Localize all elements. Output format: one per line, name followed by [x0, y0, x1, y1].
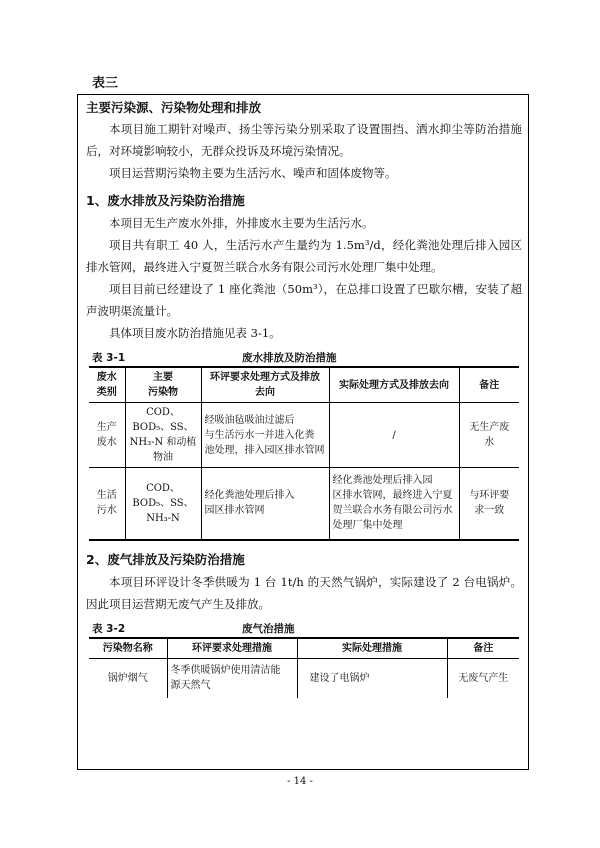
- cell-note: 与环评要 求一致: [459, 468, 519, 540]
- cell-actual: /: [329, 403, 459, 468]
- header-cell: 污染物名称: [89, 638, 167, 659]
- cell-actual: 建设了电锅炉: [297, 658, 447, 698]
- cell-note: 无废气产生: [458, 672, 509, 684]
- cell-eia: 经吸油毡吸油过滤后 与生活污水一并进入化粪 池处理，排入园区排水管网: [201, 403, 329, 468]
- exhaust-paragraph: 本项目环评设计冬季供暖为 1 台 1t/h 的天然气锅炉，实际建设了 2 台电锅炉。因此项目运营期无废气产生及排放。: [86, 574, 522, 611]
- cell-eia: 冬季供暖锅炉使用清洁能 源天然气: [167, 658, 297, 698]
- header-cell: 环评要求处理方式及排放 去向: [201, 367, 329, 403]
- header-cell: 实际处理措施: [297, 638, 447, 659]
- header-cell: 备注: [459, 367, 519, 403]
- table-3-2-caption: [86, 621, 522, 637]
- cell-actual: 经化粪池处理后排入园 区排水管网，最终进入宁夏 贺兰联合水务有限公司污水 处理厂集中处理: [329, 468, 459, 540]
- cell-category: 生产 废水: [89, 403, 125, 468]
- page-number: - 14 -: [287, 776, 313, 787]
- cell-pollutants: COD、BOD₅、SS、 NH₃-N 和动植 物油: [125, 403, 201, 468]
- section-title: 主要污染源、污染物处理和排放: [86, 100, 262, 115]
- exhaust-table: [89, 637, 519, 699]
- cell-name: 锅炉烟气: [89, 658, 167, 698]
- intro-paragraph: 项目运营期污染物主要为生活污水、噪声和固体废物等。: [109, 166, 397, 180]
- page-label: 表三: [92, 76, 119, 91]
- cell-pollutants: COD、BOD₅、SS、 NH₃-N: [125, 468, 201, 540]
- table-number: 表 3-2: [92, 622, 126, 635]
- table-title: 废气治措施: [242, 622, 295, 635]
- header-cell: 环评要求处理措施: [167, 638, 297, 659]
- header-cell: 备注: [447, 638, 519, 659]
- header-cell: 废水 类别: [89, 367, 125, 403]
- content: [86, 98, 522, 698]
- table-row: [89, 658, 519, 698]
- intro-paragraph: 本项目施工期针对噪声、扬尘等污染分别采取了设置围挡、洒水抑尘等防治措施后，对环境影响较小，无群众投诉及环境污染情况。: [86, 122, 522, 158]
- table-3-1-caption: [86, 350, 522, 366]
- table-number: 表 3-1: [92, 352, 126, 364]
- wastewater-paragraph: 项目目前已经建设了 1 座化粪池（50m³），在总排口设置了巴歇尔槽，安装了超声波明渠流量计。: [86, 282, 522, 318]
- cell-category: 生活 污水: [89, 468, 125, 540]
- table-title: 废水排放及防治措施: [242, 352, 337, 364]
- header-cell: 实际处理方式及排放去向: [329, 367, 459, 403]
- wastewater-paragraph: 本项目无生产废水外排，外排废水主要为生活污水。: [109, 216, 374, 230]
- table-row: [89, 468, 519, 540]
- table-row: [89, 403, 519, 468]
- wastewater-title: 1、废水排放及污染防治措施: [86, 193, 245, 208]
- wastewater-paragraph: 项目共有职工 40 人，生活污水产生量约为 1.5m³/d，经化粪池处理后排入园区排水管网，最终进入宁夏贺兰联合水务有限公司污水处理厂集中处理。: [86, 238, 522, 274]
- wastewater-paragraph: 具体项目废水防治措施见表 3-1。: [109, 326, 281, 340]
- wastewater-table: [89, 366, 519, 541]
- cell-eia: 经化粪池处理后排入 园区排水管网: [201, 468, 329, 540]
- exhaust-title: 2、废气排放及污染防治措施: [86, 551, 245, 567]
- cell-note: 无生产废 水: [459, 403, 519, 468]
- header-cell: 主要 污染物: [125, 367, 201, 403]
